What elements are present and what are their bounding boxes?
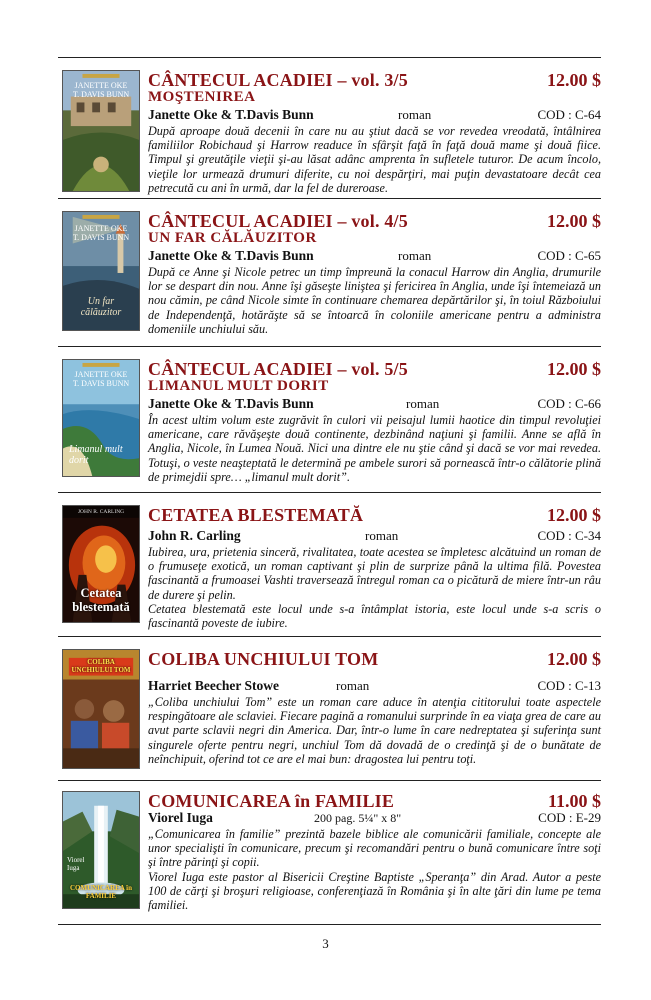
book-description: În acest ultim volum este zugrăvit în culori vii peisajul lumii haotice din timpul revoluţiei americane, care răvăşeşte două continente, dezbinând naţiuni şi familii. Anne se află în Anglia, Nicole, în Lumea Nouă. Nici una dintre ele nu ştie când şi dacă se vor mai revedea. Totuşi, o veste neaşteptată le determină pe ambele surori să pornească într-o călătorie plină de primejdii spre… „limanul mult dorit”.: [148, 413, 601, 484]
cover-author-2: T. DAVIS BUNN: [72, 233, 130, 242]
cover-title: Limanul mult dorit: [69, 444, 123, 466]
book-cover: [62, 211, 140, 331]
divider: [58, 924, 601, 925]
book-price: 12.00 $: [547, 211, 601, 231]
book-author: Janette Oke & T.Davis Bunn: [148, 248, 314, 263]
book-code: COD : C-64: [537, 107, 601, 122]
cover-author: JOHN R. CARLING: [77, 509, 125, 515]
book-description: „Comunicarea în familie” prezintă bazele biblice ale comunicării familiale, concepte ale unor specialişti în comunicare, precum şi recomandări pentru o bună comunicare între soţi şi între părinţi şi copii. Viorel Iuga este pastor al Bisericii Creştine Baptiste „Speranţa” din Arad. Autor a peste 100 de cărţi şi broşuri religioase, conferenţiază în România şi în alte ţări din lume pe tema familiei.: [148, 827, 601, 913]
book-title: CÂNTECUL ACADIEI – vol. 3/5: [148, 70, 408, 90]
book-author: Janette Oke & T.Davis Bunn: [148, 107, 314, 122]
cover-author-2: T. DAVIS BUNN: [72, 379, 130, 388]
book-code: COD : C-13: [537, 678, 601, 693]
book-subtitle: MOŞTENIREA: [148, 89, 256, 105]
book-title: CÂNTECUL ACADIEI – vol. 4/5: [148, 211, 408, 231]
cover-title-1: COLIBA: [87, 658, 115, 666]
book-code: COD : E-29: [538, 810, 601, 825]
book-price: 11.00 $: [547, 791, 601, 811]
book-cover: [62, 359, 140, 477]
book-entry: [58, 199, 601, 346]
cover-author-1: JANETTE OKE: [74, 370, 128, 379]
book-price: 12.00 $: [547, 649, 601, 669]
book-genre: roman: [336, 678, 370, 693]
book-entry: [58, 58, 601, 198]
cover-title-2: UNCHIULUI TOM: [71, 666, 131, 674]
catalog-page: [58, 57, 601, 925]
book-entry: [58, 347, 601, 492]
book-title: COLIBA UNCHIULUI TOM: [148, 649, 379, 669]
book-genre: roman: [398, 248, 432, 263]
book-cover: [62, 791, 140, 909]
book-price: 12.00 $: [547, 359, 601, 379]
book-info: [148, 211, 601, 346]
book-genre: roman: [398, 107, 432, 122]
cover-title: COMUNICAREA în FAMILIE: [69, 884, 133, 900]
book-author: Viorel Iuga: [148, 810, 213, 825]
book-description: După ce Anne şi Nicole petrec un timp împreună la conacul Harrow din Anglia, drumurile lor se despart din nou. Anne îşi găseşte liniştea şi fericirea în Anglia, unde îşi întemeiază un nou cămin, pe când Nicole simte în continuare chemarea depărtărilor şi, în toiul Războiului de Independenţă, hotărăşte să se întoarcă în coloniile americane pentru a administra domeniile unchiului său.: [148, 265, 601, 336]
book-title: CÂNTECUL ACADIEI – vol. 5/5: [148, 359, 408, 379]
cover-author-1: JANETTE OKE: [74, 224, 128, 233]
book-entry: [58, 493, 601, 636]
book-cover: [62, 649, 140, 769]
book-code: COD : C-65: [537, 248, 601, 263]
cover-author-2: Iuga: [67, 864, 80, 872]
book-info: [148, 359, 601, 492]
book-info: [148, 649, 601, 780]
book-price: 12.00 $: [547, 505, 601, 525]
book-entry: [58, 637, 601, 780]
book-author: Harriet Beecher Stowe: [148, 678, 279, 693]
book-title: CETATEA BLESTEMATĂ: [148, 505, 364, 525]
cover-title-2: blestemată: [72, 600, 130, 614]
book-author: John R. Carling: [148, 528, 241, 543]
book-code: COD : C-34: [537, 528, 601, 543]
cover-author-1: JANETTE OKE: [74, 81, 128, 90]
book-genre: roman: [406, 396, 440, 411]
book-code: COD : C-66: [537, 396, 601, 411]
book-subtitle: UN FAR CĂLĂUZITOR: [148, 230, 317, 246]
book-cover: [62, 70, 140, 192]
book-subtitle: LIMANUL MULT DORIT: [148, 378, 329, 394]
book-price: 12.00 $: [547, 70, 601, 90]
cover-title-1: Cetatea: [80, 586, 122, 600]
book-description: Iubirea, ura, prietenia sinceră, rivalitatea, toate acestea se împletesc alcătuind un roman de o frumuseţe exotică, un roman captivant şi plin de surprize până la ultima filă. Povestea fascinantă a frumoasei Vashti traversează întregul roman ca o picătură de miere într-un râu de durere şi pelin. Cetatea blestemată este locul unde s-a întâmplat istoria, este locul unde s-a scris o fascinantă poveste de iubire.: [148, 545, 601, 631]
book-genre: 200 pag. 5¼" x 8": [314, 811, 402, 825]
page-number: 3: [322, 936, 329, 951]
book-entry: [58, 781, 601, 924]
book-description: „Coliba unchiului Tom” este un roman care aduce în atenţia cititorului toate aspectele respingătoare ale sclaviei. Fiecare pagină a romanului surprinde în ea viaţa grea de care au avut parte sclavii negri din America. Dar, într-o lume în care nedreptatea şi suferinţa sunt singurele oferte pentru negri, unchiul Tom dă dovadă de o credinţă şi de o bunătate de neînchipuit, oferind tot ce are el mai bun: dragostea lui pentru toţi.: [148, 695, 601, 766]
cover-author-1: Viorel: [67, 856, 85, 864]
book-description: După aproape două decenii în care nu au ştiut dacă se vor revedea vreodată, întâlnirea familiilor Robichaud şi Harrow readuce în sfârşit faţă în faţă două mame şi două fiice. Timpul şi greutăţile vieţii şi-au lăsat adânc amprenta în sufletele tuturor. De acum încolo, vieţile lor urmează drumuri diferite, cu noi despărţiri, mai puţin devastatoare decât cea petrecută cu ani în urmă, dar la fel de dureroase.: [148, 124, 601, 195]
book-cover: [62, 505, 140, 623]
book-info: [148, 70, 601, 198]
book-info: [148, 791, 601, 924]
cover-author-2: T. DAVIS BUNN: [72, 90, 130, 99]
book-author: Janette Oke & T.Davis Bunn: [148, 396, 314, 411]
book-info: [148, 505, 601, 636]
book-title: COMUNICAREA în FAMILIE: [148, 791, 395, 811]
cover-title: Un far călăuzitor: [80, 296, 122, 318]
book-genre: roman: [365, 528, 399, 543]
